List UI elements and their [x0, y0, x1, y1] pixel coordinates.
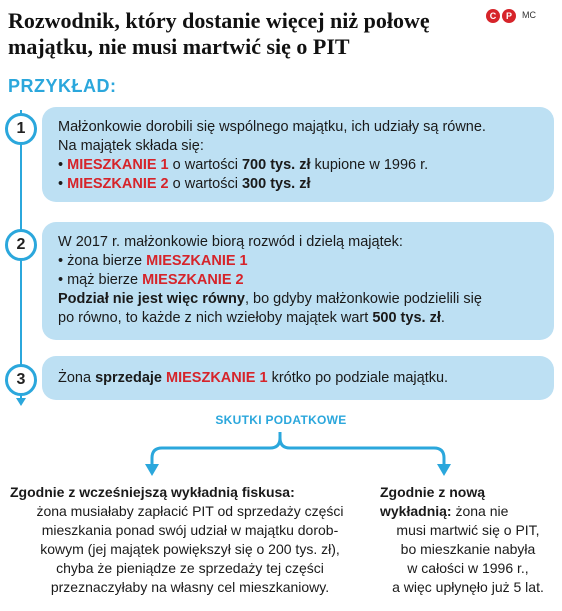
new-interpretation: [380, 483, 556, 597]
step-2-box: [42, 222, 554, 340]
flat-2-value: 300 tys. zł: [241, 176, 311, 192]
effects-label: SKUTKI PODATKOWE: [215, 413, 347, 427]
wife-flat-label: MIESZKANIE 1: [146, 253, 248, 269]
step-1-line-1: Małżonkowie dorobili się wspólnego majątku, ich udziały są równe.: [58, 119, 486, 135]
step-1-item-1: • MIESZKANIE 1 o wartości 700 tys. zł kupione w 1996 r.: [58, 157, 429, 173]
step-2-line-1: W 2017 r. małżonkowie biorą rozwód i dzielą majątek:: [58, 234, 403, 250]
publisher-logo: [486, 9, 516, 23]
step-1-box: [42, 107, 554, 202]
old-line-3: kowym (jej majątek powiększył się o 200 tys. zł),: [40, 541, 340, 557]
step-3-box: [42, 356, 554, 400]
new-line-1: musi martwić się o PIT,: [396, 522, 540, 538]
step-2-number: 2: [5, 229, 37, 261]
right-arrow-icon: [437, 464, 451, 476]
old-interpretation-heading: Zgodnie z wcześniejszą wykładnią fiskusa:: [10, 484, 295, 500]
old-line-4: chyba że pieniądze ze sprzedaży tej części: [56, 560, 324, 576]
step-1-item-2: • MIESZKANIE 2 o wartości 300 tys. zł: [58, 176, 311, 192]
flat-2-label: MIESZKANIE 2: [67, 176, 169, 192]
new-line-4: a więc upłynęło już 5 lat.: [392, 579, 544, 595]
flat-1-value: 700 tys. zł: [241, 157, 311, 173]
effects-bracket: [152, 432, 444, 464]
flat-1-label: MIESZKANIE 1: [67, 157, 169, 173]
author-initials: MC: [522, 10, 536, 20]
old-line-5: przeznaczyłaby na własny cel mieszkaniowy.: [50, 579, 330, 595]
new-line-3: w całości w 1996 r.,: [407, 560, 529, 576]
infographic-title: [8, 8, 478, 60]
old-interpretation: [10, 483, 370, 597]
step-1-number: 1: [5, 113, 37, 145]
step-3-line: Żona sprzedaje MIESZKANIE 1 krótko po podziale majątku.: [58, 370, 449, 386]
old-line-2: mieszkania ponad swój udział w majątku dorob-: [41, 522, 339, 538]
new-interpretation-heading-2: wykładnią: żona nie: [380, 503, 509, 519]
step-2-wife: • żona bierze MIESZKANIE 1: [58, 253, 248, 269]
logo-mark-left: C: [486, 9, 500, 23]
step-2-husband: • mąż bierze MIESZKANIE 2: [58, 272, 244, 288]
example-label: PRZYKŁAD:: [8, 76, 117, 96]
logo-mark-right: P: [502, 9, 516, 23]
half-value: 500 tys. zł: [372, 310, 441, 326]
left-arrow-icon: [145, 464, 159, 476]
title-line-2: majątku, nie musi martwić się o PIT: [8, 34, 350, 59]
step-2-last-line: po równo, to każde z nich wziełoby majątek wart 500 tys. zł.: [58, 310, 445, 326]
title-line-1: Rozwodnik, który dostanie więcej niż połowę: [8, 8, 430, 33]
new-line-2: bo mieszkanie nabyła: [400, 541, 536, 557]
sold-flat-label: MIESZKANIE 1: [166, 370, 268, 386]
husband-flat-label: MIESZKANIE 2: [142, 272, 244, 288]
old-line-1: żona musiałaby zapłacić PIT od sprzedaży części: [36, 503, 344, 519]
step-1-line-2: Na majątek składa się:: [58, 138, 204, 154]
new-interpretation-heading-1: Zgodnie z nową: [380, 484, 485, 500]
step-3-number: 3: [5, 364, 37, 396]
step-2-conclusion: Podział nie jest więc równy, bo gdyby małżonkowie podzielili się: [58, 291, 482, 307]
timeline-arrow-icon: [16, 398, 26, 406]
